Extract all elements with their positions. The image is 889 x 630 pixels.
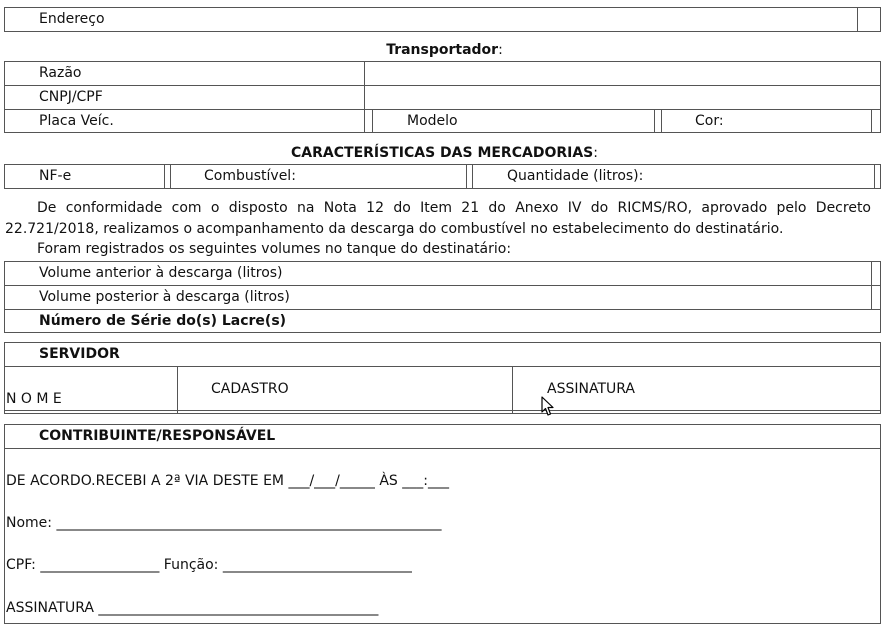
servidor-heading: SERVIDOR [39, 346, 120, 362]
servidor-header-line [4, 366, 881, 367]
contribuinte-assinatura-line: ASSINATURA ________________________________________ [6, 600, 379, 616]
servidor-assinatura-label: ASSINATURA [547, 381, 635, 397]
declaracao-paragraph: De conformidade com o disposto na Nota 12 do Item 21 do Anexo IV do RICMS/RO, aprovado pelo Decreto 22.721/2018, realizamos o acompanhamento da descarga do combustível no estabelecimento do destinatário. [5, 200, 871, 237]
quantidade-end-divider [874, 164, 875, 189]
cnpj-label: CNPJ/CPF [39, 89, 103, 105]
combustivel-divider-b [472, 164, 473, 189]
combustivel-divider-a [466, 164, 467, 189]
mercadorias-heading: CARACTERÍSTICAS DAS MERCADORIAS: [291, 145, 598, 161]
contribuinte-header-line [4, 448, 881, 449]
mercadorias-row [4, 164, 881, 189]
servidor-cadastro-label: CADASTRO [211, 381, 289, 397]
placa-label: Placa Veíc. [39, 113, 114, 129]
endereco-label: Endereço [39, 11, 105, 27]
modelo-cor-divider-a [654, 109, 655, 133]
contribuinte-acordo: DE ACORDO.RECEBI A 2ª VIA DESTE EM ___/___/_____ ÀS ___:___ [6, 473, 449, 489]
endereco-row [4, 7, 881, 32]
volume-posterior-label: Volume posterior à descarga (litros) [39, 289, 290, 305]
cor-end-divider [871, 109, 872, 133]
mouse-cursor-icon [541, 396, 555, 417]
razao-label: Razão [39, 65, 82, 81]
volume-anterior-label: Volume anterior à descarga (litros) [39, 265, 283, 281]
quantidade-label: Quantidade (litros): [507, 168, 644, 184]
nfe-divider-b [170, 164, 171, 189]
servidor-bottom-line [4, 410, 881, 411]
nome-cadastro-divider [177, 366, 178, 414]
modelo-label: Modelo [407, 113, 458, 129]
nfe-divider-a [164, 164, 165, 189]
servidor-block [4, 342, 881, 414]
transportador-row-line-1 [4, 85, 881, 86]
placa-modelo-divider [372, 109, 373, 133]
contribuinte-heading: CONTRIBUINTE/RESPONSÁVEL [39, 428, 276, 444]
modelo-cor-divider-b [661, 109, 662, 133]
endereco-divider [857, 7, 858, 32]
transportador-row-line-2 [4, 109, 881, 110]
servidor-nome-label: N O M E [6, 391, 62, 407]
volumes-row-line-2 [4, 309, 881, 310]
lacre-label: Número de Série do(s) Lacre(s) [39, 313, 287, 329]
combustivel-label: Combustível: [204, 168, 296, 184]
volumes-right-divider [871, 261, 872, 309]
nfe-label: NF-e [39, 168, 72, 184]
transportador-heading-text: Transportador [386, 42, 499, 58]
volumes-intro: Foram registrados os seguintes volumes no tanque do destinatário: [37, 241, 512, 257]
mercadorias-heading-text: CARACTERÍSTICAS DAS MERCADORIAS [291, 145, 594, 161]
cor-label: Cor: [695, 113, 724, 129]
contribuinte-nome-line: Nome: _______________________________________________________ [6, 515, 442, 531]
cadastro-assinatura-divider [512, 366, 513, 414]
transportador-heading: Transportador: [386, 42, 503, 58]
contribuinte-cpf-funcao-line: CPF: _________________ Função: ___________________________ [6, 557, 412, 573]
volumes-row-line-1 [4, 285, 881, 286]
transportador-col-line [364, 61, 365, 133]
